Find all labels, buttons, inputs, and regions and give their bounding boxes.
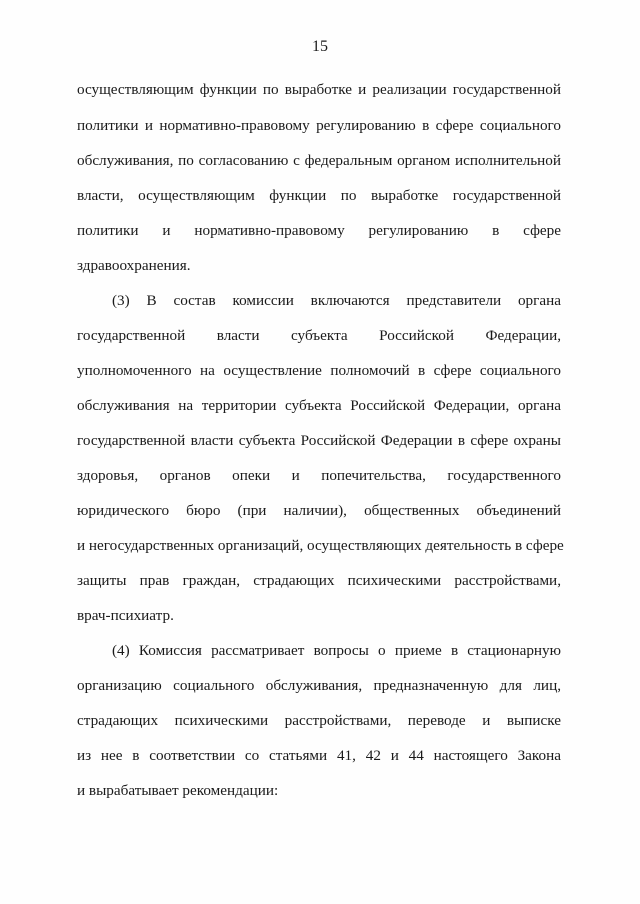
text-line: политики и нормативно-правовому регулированию в сфере — [77, 222, 561, 239]
text-line: здравоохранения. — [77, 257, 191, 274]
text-line: организацию социального обслуживания, предназначенную для лиц, — [77, 677, 561, 694]
text-line: государственной власти субъекта Российской Федерации в сфере охраны — [77, 432, 561, 449]
page-number: 15 — [312, 38, 328, 55]
text-line: защиты прав граждан, страдающих психическими расстройствами, — [77, 572, 561, 589]
text-line: обслуживания, по согласованию с федеральным органом исполнительной — [77, 152, 561, 169]
text-line: и негосударственных организаций, осуществляющих деятельность в сфере — [77, 537, 564, 554]
text-line: юридического бюро (при наличии), общественных объединений — [77, 502, 561, 519]
text-line: осуществляющим функции по выработке и реализации государственной — [77, 81, 561, 98]
text-line: из нее в соответствии со статьями 41, 42 и 44 настоящего Закона — [77, 747, 561, 764]
text-line: (3) В состав комиссии включаются представители органа — [112, 292, 561, 309]
text-line: власти, осуществляющим функции по выработке государственной — [77, 187, 561, 204]
text-line: обслуживания на территории субъекта Российской Федерации, органа — [77, 397, 561, 414]
text-line: врач-психиатр. — [77, 607, 174, 624]
text-line: и вырабатывает рекомендации: — [77, 782, 279, 799]
text-line: политики и нормативно-правовому регулированию в сфере социального — [77, 117, 561, 134]
text-line: (4) Комиссия рассматривает вопросы о приеме в стационарную — [112, 642, 561, 659]
text-line: страдающих психическими расстройствами, переводе и выписке — [77, 712, 561, 729]
text-line: здоровья, органов опеки и попечительства, государственного — [77, 467, 561, 484]
text-line: государственной власти субъекта Российской Федерации, — [77, 327, 561, 344]
text-line: уполномоченного на осуществление полномочий в сфере социального — [77, 362, 561, 379]
